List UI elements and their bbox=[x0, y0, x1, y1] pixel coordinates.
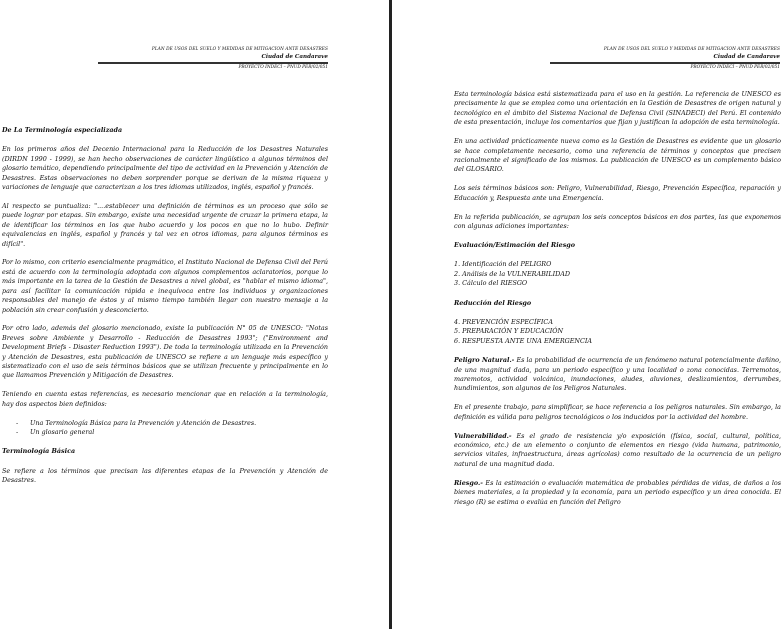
list-item: 2. Análisis de la VULNERABILIDAD bbox=[454, 269, 570, 278]
page-header bbox=[98, 47, 328, 71]
definition-text: Es la probabilidad de ocurrencia de un fenómeno natural potencialmente dañino, de una magnitud dada, para un periodo específico y una localidad o zona conocidas. Terremotos, maremotos, actividad volcánica, inundaciones, aludes, aluviones, deslizamientos, derrumbes, hundimientos, son algunos de los Peligros Naturales. bbox=[454, 356, 781, 393]
definition-text: Es la estimación o evaluación matemática de probables pérdidas de vidas, de daños a los bienes materiales, a la propiedad y la economía, para un periodo específico y un área conocida. El riesgo (R) se estima o evalúa en función del Peligro bbox=[454, 478, 781, 506]
definition-riesgo bbox=[454, 479, 781, 507]
paragraph: Teniendo en cuenta estas referencias, es necesario mencionar que en relación a la terminología, hay dos aspectos bien definidos: bbox=[2, 390, 328, 408]
left-page bbox=[0, 0, 389, 629]
list-item: 5. PREPARACIÓN Y EDUCACIÓN bbox=[454, 327, 564, 336]
paragraph: Por lo mismo, con criterio esencialmente pragmático, el Instituto Nacional de Defensa Civil del Perú está de acuerdo con la terminología adoptada con algunos complementos aclaratorios, porque lo más importante en la tarea de la Gestión de Desastres a nivel global, es "hablar el mismo idioma", para así facilitar la comunicación rápida e inequívoca entre los individuos y organizaciones responsables del manejo de éstos y al mismo tiempo también llegar con nuestro mensaje a la población sin crear confusión y desconcierto. bbox=[2, 258, 328, 314]
header-line1: PLAN DE USOS DEL SUELO Y MEDIDAS DE MITIGACION ANTE DESASTRES bbox=[151, 47, 328, 52]
header-city: Ciudad de Candarave bbox=[261, 54, 328, 60]
definition-peligro bbox=[454, 356, 781, 394]
section-title: De La Terminología especializada bbox=[2, 126, 123, 134]
page-header bbox=[550, 47, 780, 71]
section-heading: Reducción del Riesgo bbox=[454, 298, 532, 307]
right-page bbox=[392, 0, 783, 629]
list-item: 4. PREVENCIÓN ESPECÍFICA bbox=[454, 317, 553, 326]
left-body bbox=[2, 126, 328, 495]
bullet-item: - Una Terminología Básica para la Prevención y Atención de Desastres. bbox=[30, 419, 328, 428]
header-project: PROYECTO INDECI – PNUD PER/02/051 bbox=[690, 65, 780, 70]
subsection-title: Terminología Básica bbox=[2, 447, 76, 456]
definition-vulnerabilidad bbox=[454, 432, 781, 470]
paragraph: Los seis términos básicos son: Peligro, Vulnerabilidad, Riesgo, Prevención Específica, reparación y Educación y, Respuesta ante una Emergencia. bbox=[454, 184, 781, 202]
section-heading: Evaluación/Estimación del Riesgo bbox=[454, 240, 576, 249]
paragraph: En una actividad prácticamente nueva como es la Gestión de Desastres es evidente que un glosario se hace completamente necesario, como una referencia de términos y conceptos que precisen racionalmente el significado de los mismos. La publicación de UNESCO es un complemento básico del GLOSARIO. bbox=[454, 137, 781, 174]
right-body bbox=[454, 90, 781, 516]
term-riesgo: Riesgo.- bbox=[454, 478, 483, 487]
definition-text: Es el grado de resistencia y/o exposición (física, social, cultural, política, económico, etc.) de un elemento o conjunto de elementos en riesgo (vida humana, patrimonio, servicios vitales, infraestructura, áreas agrícolas) como resultado de la ocurrencia de un peligro natural de una magnitud dada. bbox=[454, 431, 781, 468]
bullet-item: - Un glosario general bbox=[30, 428, 328, 437]
header-project: PROYECTO INDECI – PNUD PER/02/051 bbox=[238, 65, 328, 70]
list-item: 3. Cálculo del RIESGO bbox=[454, 279, 528, 288]
paragraph: En el presente trabajo, para simplificar, se hace referencia a los peligros naturales. Sin embargo, la definición es válida para peligros tecnológicos o los inducidos por la actividad del hombre. bbox=[454, 403, 781, 421]
paragraph: Esta terminología básica está sistematizada para el uso en la gestión. La referencia de UNESCO es precisamente la que se emplea como una orientación en la Gestión de Desastres de origen natural y tecnológico en el ámbito del Sistema Nacional de Defensa Civil (SINADECI) del Perú. El contenido de esta presentación, incluye los comentarios que fijan y justifican la adopción de esta terminología. bbox=[454, 90, 781, 127]
paragraph: En los primeros años del Decenio Internacional para la Reducción de los Desastres Naturales (DIRDN 1990 - 1999), se han hecho observaciones de carácter lingüístico a algunos términos del glosario temático, dependiendo principalmente del tipo de actividad en la Prevención y Atención de Desastres. Estas observaciones no deben sorprender porque se derivan de la misma riqueza y variaciones de lenguaje que caracterizan a los tres idiomas utilizados, inglés, español y francés. bbox=[2, 145, 328, 192]
list-item: 6. RESPUESTA ANTE UNA EMERGENCIA bbox=[454, 336, 593, 345]
header-line1: PLAN DE USOS DEL SUELO Y MEDIDAS DE MITIGACION ANTE DESASTRES bbox=[603, 47, 780, 52]
paragraph: Se refiere a los términos que precisan las diferentes etapas de la Prevención y Atención de Desastres. bbox=[2, 466, 328, 485]
header-city: Ciudad de Candarave bbox=[713, 54, 780, 60]
paragraph: Por otro lado, además del glosario mencionado, existe la publicación N° 05 de UNESCO: "Notas Breves sobre Ambiente y Desarrollo - Reducción de Desastres 1993"; ("Environment and Development Briefs - Disaster Reduction 1993"). De toda la terminología utilizada en la Prevención y Atención de Desastres, esta publicación de UNESCO se refiere a un lenguaje más específico y sistematizado con el uso de seis términos básicos que se utilizan frecuente y principalmente en lo que llamamos Prevención y Mitigación de Desastres. bbox=[2, 324, 328, 380]
paragraph: Al respecto se puntualiza: "....establecer una definición de términos es un proceso que sólo se puede lograr por etapas. Sin embargo, existe una necesidad urgente de cruzar la primera etapa, la de identificar los términos en los que hubo acuerdo y los pocos en que no lo hubo. Definir equivalencias en inglés, español y francés y tal vez en otros idiomas, para algunos términos es difícil". bbox=[2, 201, 328, 248]
bullet-list bbox=[2, 419, 328, 438]
term-peligro: Peligro Natural.- bbox=[454, 356, 515, 365]
term-vulnerabilidad: Vulnerabilidad.- bbox=[454, 431, 512, 440]
paragraph: En la referida publicación, se agrupan los seis conceptos básicos en dos partes, las que exponemos con algunas adiciones importantes: bbox=[454, 212, 781, 230]
list-item: 1. Identificación del PELIGRO bbox=[454, 260, 552, 269]
